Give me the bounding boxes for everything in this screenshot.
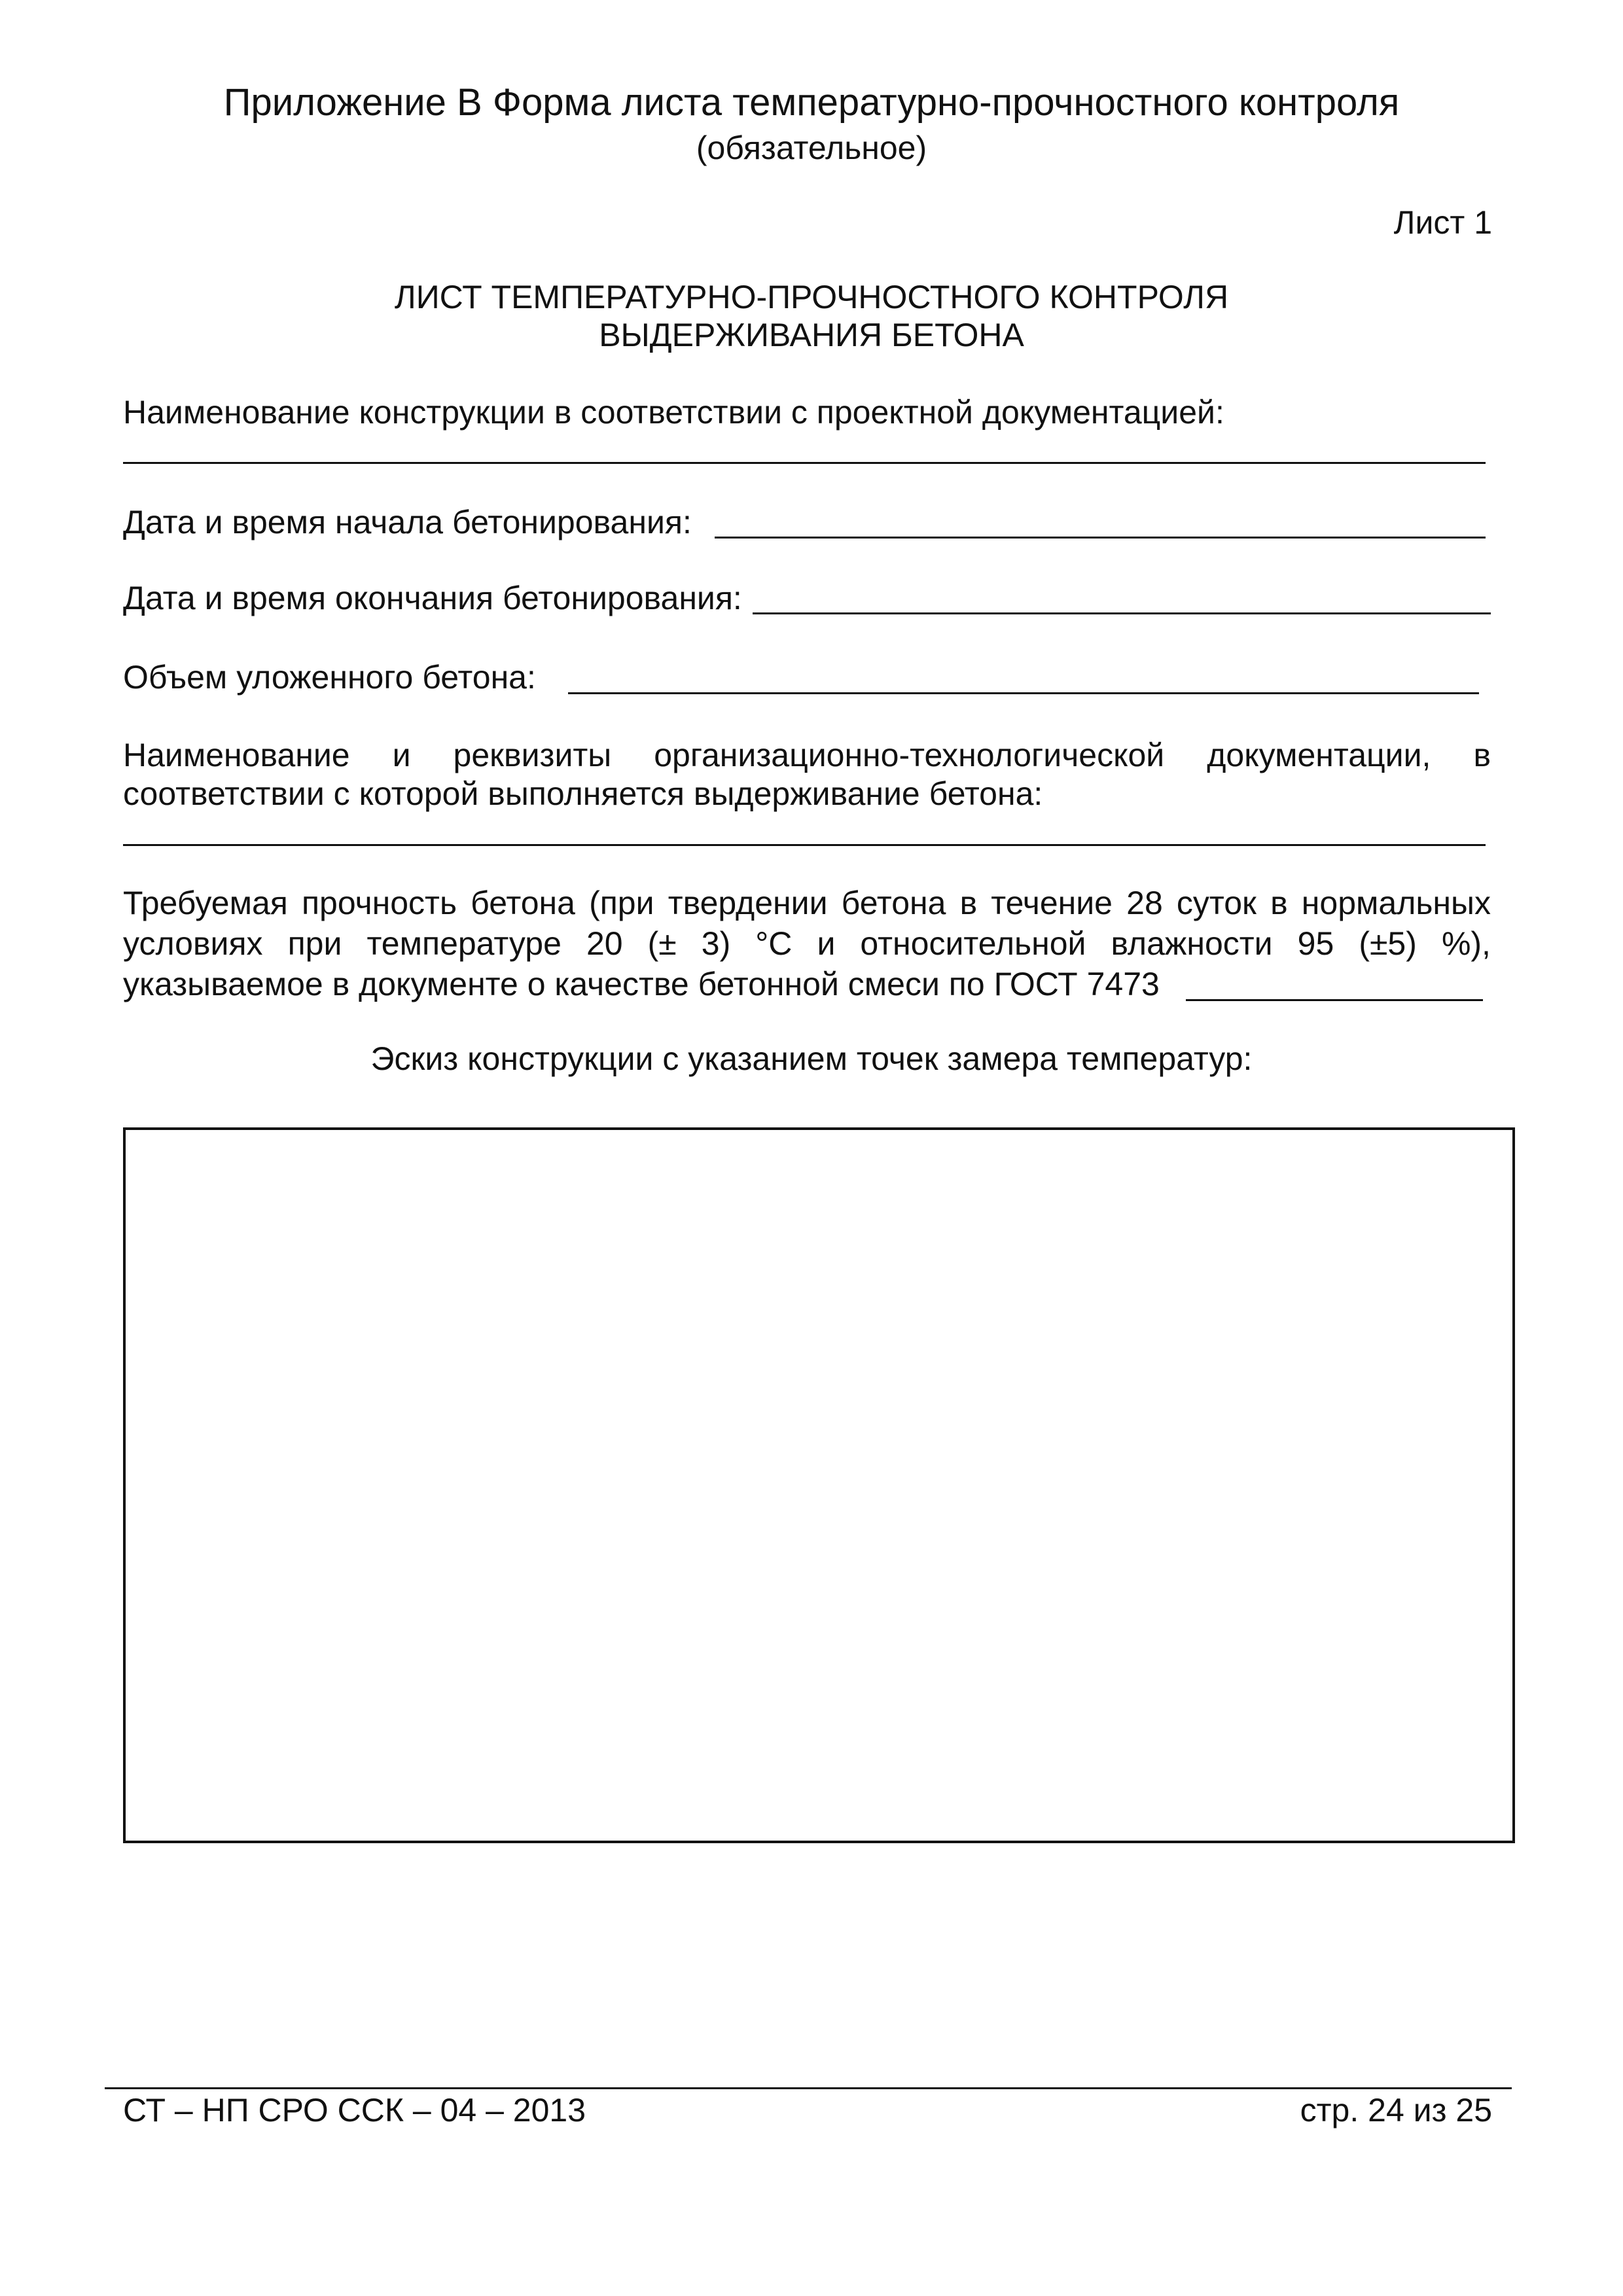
- strength-word: Требуемая: [123, 885, 288, 921]
- sheet-number: Лист 1: [1393, 204, 1492, 241]
- strength-word: 20: [586, 925, 623, 962]
- doc-word: организационно-технологической: [654, 737, 1165, 773]
- strength-word: в: [1270, 885, 1288, 921]
- start-date-label: Дата и время начала бетонирования:: [123, 504, 692, 540]
- strength-word: бетона: [471, 885, 575, 921]
- appendix-subtitle: (обязательное): [696, 130, 927, 166]
- strength-word: %),: [1441, 925, 1491, 962]
- strength-label-line-2: [123, 924, 1491, 963]
- sketch-area[interactable]: [123, 1127, 1515, 1843]
- strength-word: в: [959, 885, 978, 921]
- strength-label-line-1: [123, 883, 1491, 923]
- end-date-label: Дата и время окончания бетонирования:: [123, 580, 742, 616]
- doc-word: реквизиты: [453, 737, 612, 773]
- strength-word: нормальных: [1301, 885, 1491, 921]
- strength-word: температуре: [366, 925, 562, 962]
- strength-word: 95: [1297, 925, 1334, 962]
- strength-word: °С: [755, 925, 793, 962]
- form-title-line-2: ВЫДЕРЖИВАНИЯ БЕТОНА: [599, 317, 1024, 353]
- strength-word: (при: [589, 885, 654, 921]
- strength-word: суток: [1176, 885, 1257, 921]
- doc-word: в: [1473, 737, 1491, 773]
- start-date-field[interactable]: [715, 537, 1486, 539]
- documentation-field[interactable]: [123, 844, 1486, 846]
- documentation-label-line-2: соответствии с которой выполняется выдерживание бетона:: [123, 775, 1043, 812]
- strength-label-line-3: указываемое в документе о качестве бетонной смеси по ГОСТ 7473: [123, 966, 1160, 1002]
- structure-name-label: Наименование конструкции в соответствии с проектной документацией:: [123, 394, 1224, 431]
- strength-field[interactable]: [1186, 999, 1483, 1001]
- doc-word: документации,: [1207, 737, 1431, 773]
- strength-word: относительной: [860, 925, 1086, 962]
- strength-word: бетона: [841, 885, 946, 921]
- strength-word: условиях: [123, 925, 263, 962]
- documentation-label-line-1: [123, 735, 1491, 775]
- strength-word: течение: [991, 885, 1113, 921]
- form-title: [0, 278, 1623, 354]
- end-date-field[interactable]: [753, 612, 1491, 614]
- strength-word: (±: [647, 925, 677, 962]
- document-code: СТ – НП СРО ССК – 04 – 2013: [123, 2092, 586, 2128]
- strength-word: влажности: [1111, 925, 1273, 962]
- footer-divider: [105, 2087, 1512, 2089]
- form-title-line-1: ЛИСТ ТЕМПЕРАТУРНО-ПРОЧНОСТНОГО КОНТРОЛЯ: [394, 279, 1229, 315]
- strength-word: (±5): [1359, 925, 1417, 962]
- strength-word: твердении: [668, 885, 828, 921]
- structure-name-field[interactable]: [123, 462, 1486, 464]
- strength-word: и: [817, 925, 836, 962]
- strength-word: при: [287, 925, 342, 962]
- strength-word: 28: [1126, 885, 1163, 921]
- strength-word: прочность: [301, 885, 457, 921]
- doc-word: Наименование: [123, 737, 350, 773]
- volume-field[interactable]: [568, 692, 1479, 694]
- sketch-caption: Эскиз конструкции с указанием точек замера температур:: [370, 1040, 1253, 1077]
- appendix-title: Приложение В Форма листа температурно-прочностного контроля: [223, 81, 1400, 124]
- doc-word: и: [392, 737, 411, 773]
- volume-label: Объем уложенного бетона:: [123, 659, 536, 696]
- page-number: стр. 24 из 25: [1300, 2092, 1492, 2128]
- strength-word: 3): [701, 925, 731, 962]
